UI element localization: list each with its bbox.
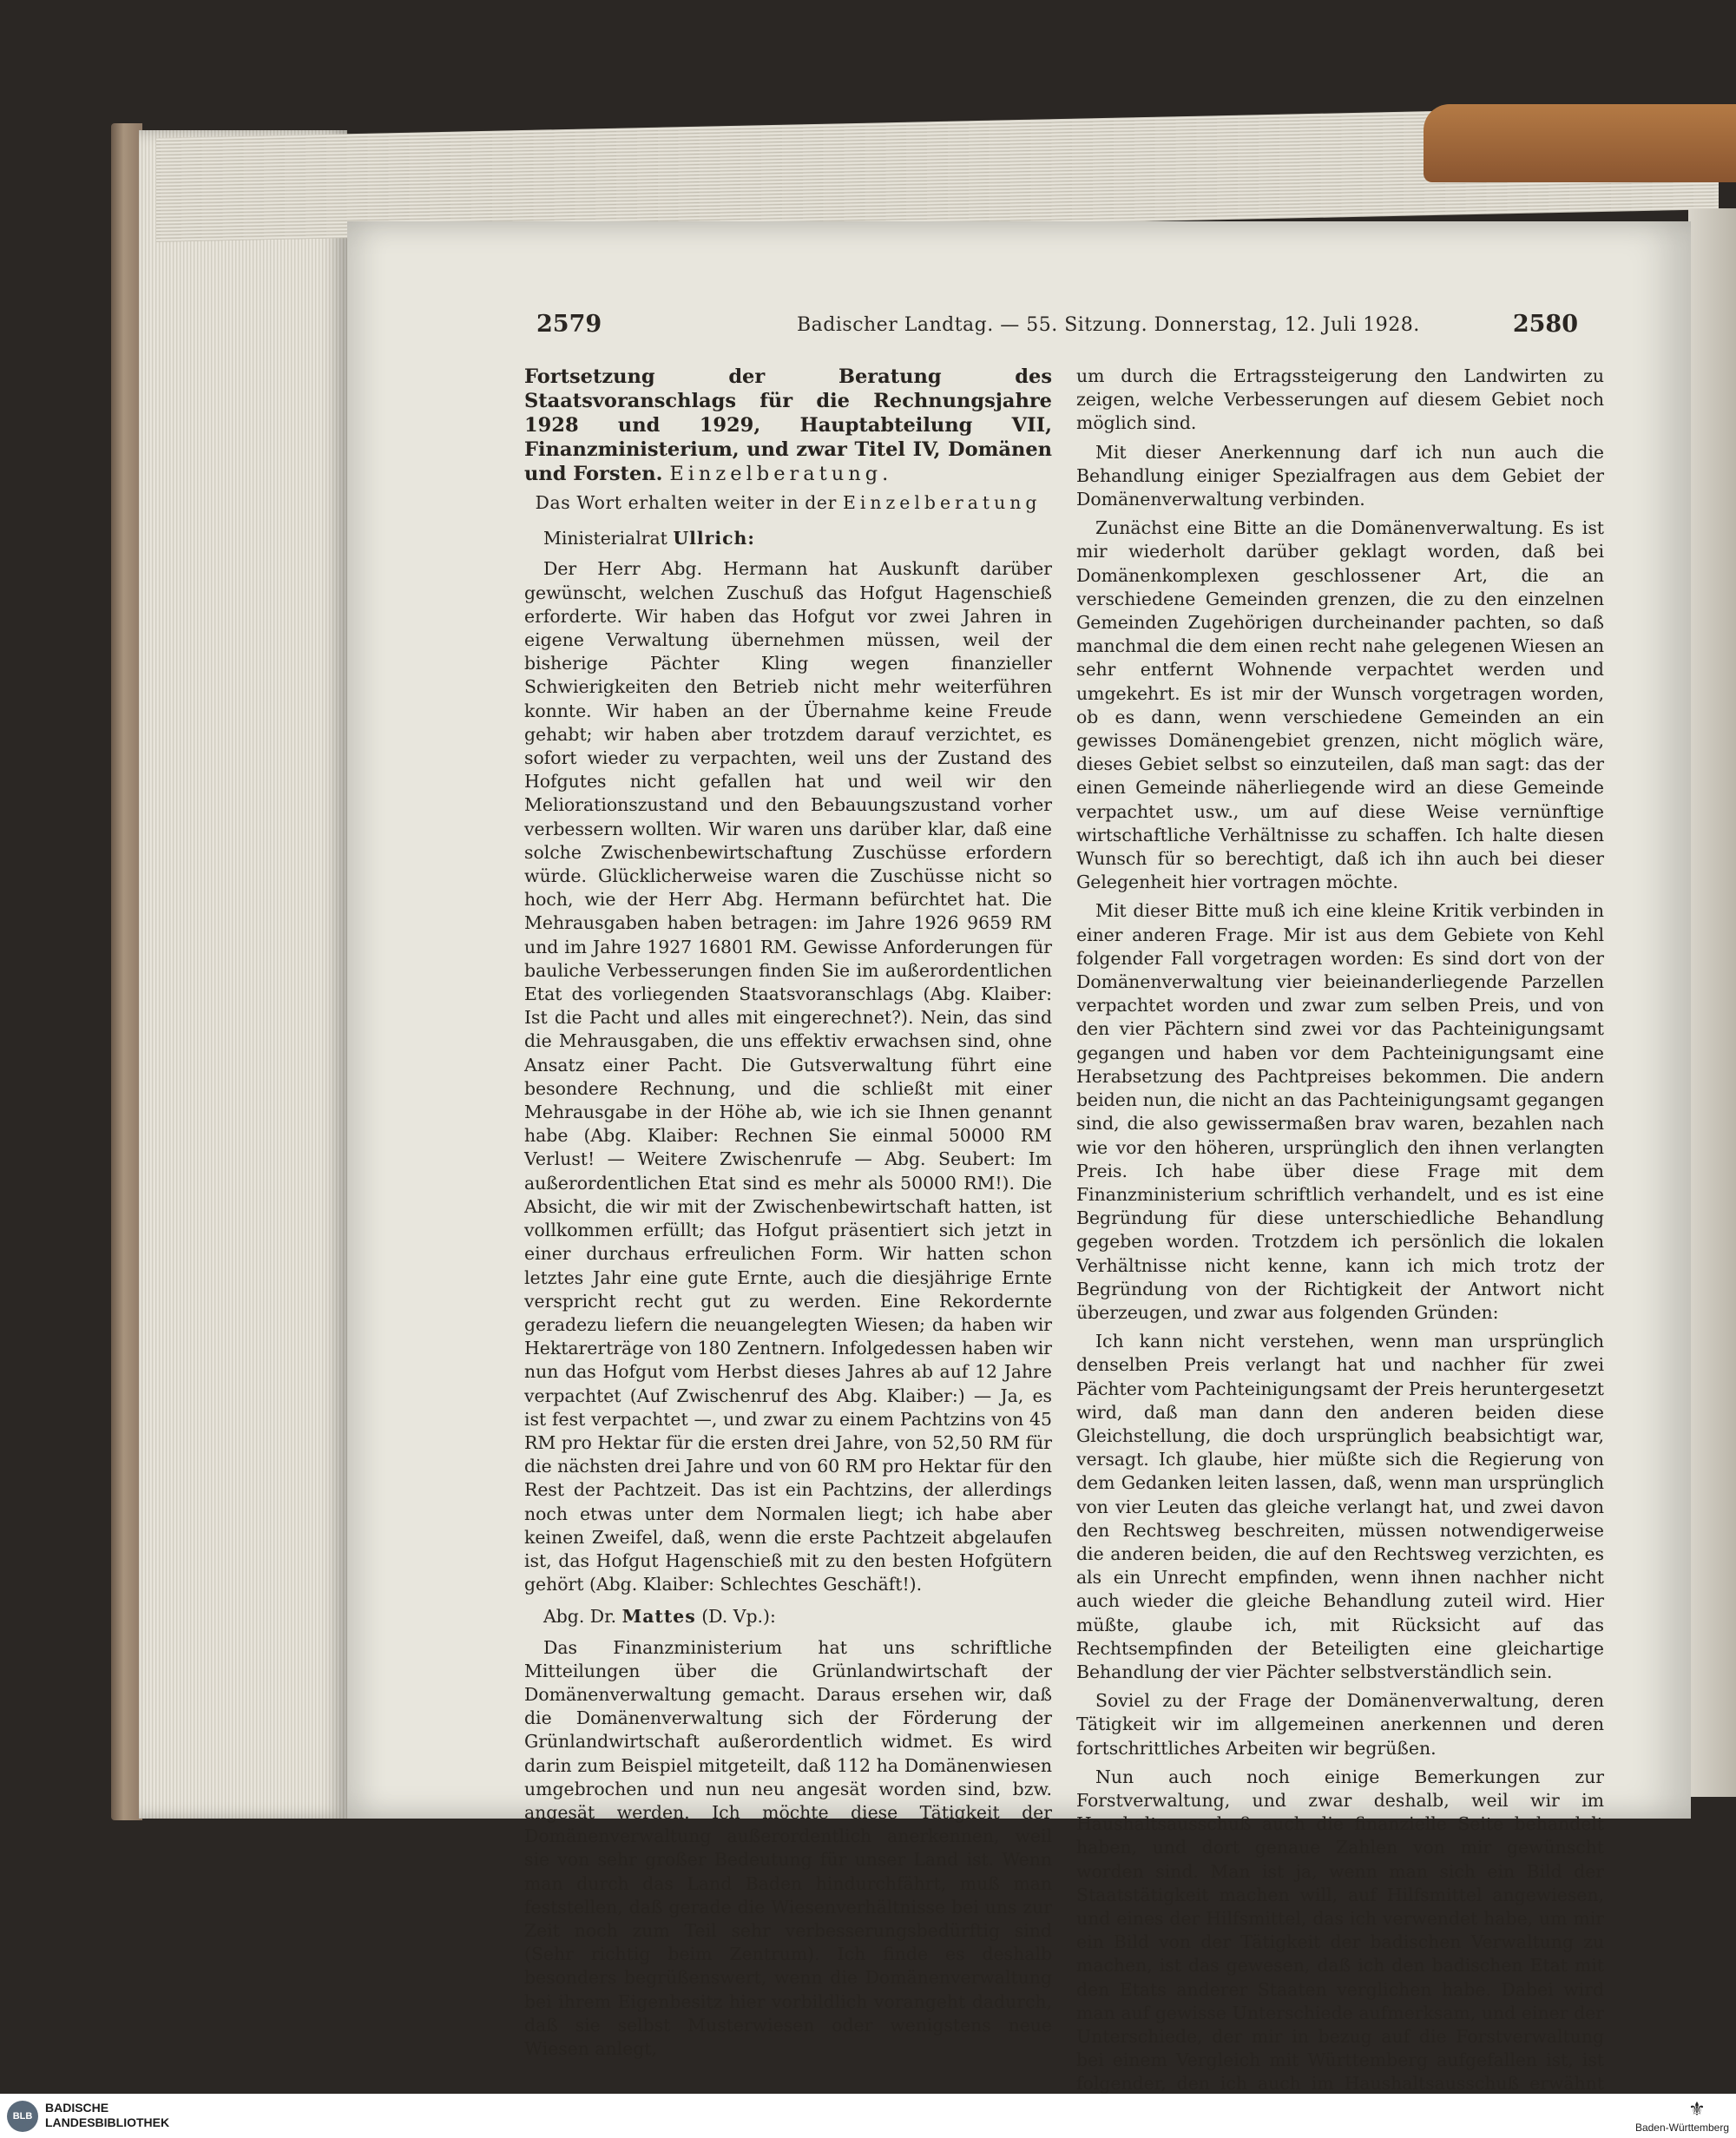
state-name: Baden-Württemberg (1634, 2122, 1729, 2134)
book-cover-left (111, 123, 142, 1820)
page-edges-left (139, 130, 347, 1819)
section-heading (524, 365, 1052, 486)
section-heading-bold: Fortsetzung der Beratung des Staatsvoranschlags für die Rechnungsjahre 1928 und 1929, Hauptabteilung VII, Finanzministerium, und zwar Titel IV, Domänen und Forsten. (524, 365, 1052, 485)
speaker-name: Ullrich: (673, 528, 755, 549)
speaker-ullrich (524, 527, 1052, 550)
ribbon-bookmark (1424, 104, 1736, 182)
speaker-role: Ministerialrat (543, 528, 667, 549)
speaker-role: Abg. Dr. (543, 1606, 617, 1628)
running-head-title: Badischer Landtag. — 55. Sitzung. Donnerstag, 12. Juli 1928. (797, 314, 1420, 336)
paragraph: Mit dieser Anerkennung darf ich nun auch die Behandlung einiger Spezialfragen aus dem Gebiet der Domänenverwaltung verbinden. (1076, 441, 1604, 510)
speaker-name: Mattes (621, 1606, 696, 1628)
library-name-line2: LANDESBIBLIOTHEK (45, 2115, 170, 2129)
page-number-right: 2580 (1512, 311, 1578, 338)
paragraph: Mit dieser Bitte muß ich eine kleine Kritik verbinden in einer anderen Frage. Mir ist aus dem Gebiete von Kehl folgender Fall vorgetragen worden: Es sind dort von der Domänenverwaltung vier beieinanderliegende Parzellen verpachtet worden und zwar zum selben Preis, und von den vier Pächtern sind zwei vor das Pachteinigungsamt gegangen und haben vor dem Pachteinigungsamt eine Herabsetzung des Pachtpreises bekommen. Die andern beiden nun, die nicht an das Pachteinigungsamt gegangen sind, die also gewissermaßen brav waren, bezahlen nach wie vor den höheren, ursprünglich den ihnen verlangten Preis. Ich habe über diese Frage mit dem Finanzministerium schriftlich verhandelt, und es ist eine Begründung für diese unterschiedliche Behandlung gegeben worden. Trotzdem ich persönlich die lokalen Verhältnisse nicht kenne, kann ich mich trotz der Begründung von der Richtigkeit der Antwort nicht überzeugen, und zwar aus folgenden Gründen: (1076, 900, 1604, 1323)
section-heading-spaced: Einzelberatung. (669, 463, 893, 485)
paragraph: Ich kann nicht verstehen, wenn man ursprünglich denselben Preis verlangt hat und nachher für zwei Pächter vom Pachteinigungsamt der Preis heruntergesetzt wird, daß man dann den anderen beiden diese Gleichstellung, die doch ursprünglich beabsichtigt war, versagt. Ich glaube, hier müßte sich die Regierung von dem Gedanken leiten lassen, daß, wenn man ursprünglich von vier Leuten das gleiche verlangt hat, und zwei davon den Rechtsweg beschreiten, müssen notwendigerweise die anderen beiden, die auf den Rechtsweg verzichten, es als ein Unrecht empfinden, wenn ihnen nachher nicht auch wieder die gleiche Behandlung zuteil wird. Hier müßte, glaube ich, mit Rücksicht auf das Rechtsempfinden der Beteiligten eine gleichartige Behandlung der vier Pächter selbstverständlich sein. (1076, 1331, 1604, 1682)
intro-prefix: Das Wort erhalten weiter in der (535, 492, 837, 513)
right-column (1076, 365, 1604, 2125)
paragraph: Zunächst eine Bitte an die Domänenverwaltung. Es ist mir wiederholt darüber geklagt worden, daß bei Domänenkomplexen geschlossener Art, die an verschiedene Gemeinden grenzen, die zu den einzelnen Gemeinden Zugehörigen durcheinander pachten, so daß manchmal die dem einen recht nahe gelegenen Wiesen an sehr entfernt Wohnende verpachtet werden und umgekehrt. Es ist mir der Wunsch vorgetragen worden, ob es dann, wenn verschiedene Gemeinden an ein gewisses Domänengebiet grenzen, nicht möglich wäre, dieses Gebiet selbst so einzuteilen, daß man sagt: das der einen Gemeinde näherliegende wird an diese Gemeinde verpachtet usw., um auf diese Weise vernünftige wirtschaftliche Verhältnisse zu schaffen. Ich halte diesen Wunsch für so berechtigt, daß ich ihn auch bei dieser Gelegenheit hier vortragen möchte. (1076, 517, 1604, 893)
blb-logo-icon: BLB (7, 2101, 38, 2132)
paragraph: Das Finanzministerium hat uns schriftliche Mitteilungen über die Grünlandwirtschaft der Domänenverwaltung gemacht. Daraus ersehen wir, daß die Domänenverwaltung sich der Förderung der Grünlandwirtschaft außerordentlich widmet. Es wird darin zum Beispiel mitgeteilt, daß 112 ha Domänenwiesen umgebrochen und nun neu angesät worden sind, bzw. angesät werden. Ich möchte diese Tätigkeit der Domänenverwaltung außerordentlich anerkennen, weil sie von sehr großer Bedeutung für unser Land ist. Wenn man durch das Land Baden hindurchfährt, muß man feststellen, daß gerade die Wiesenverhältnisse bei uns zur Zeit noch zum Teil sehr verbesserungsbedürftig sind (Sehr richtig beim Zentrum). Ich finde es deshalb besonders begrüßenswert, wenn die Domänenverwaltung bei ihrem Eigenbesitz hier vorbildlich vorangeht dadurch, daß sie selbst Musterwiesen oder wenigstens neue Wiesen anlegt, (524, 1636, 1052, 2059)
footer-bar (0, 2094, 1736, 2138)
intro-line (524, 491, 1052, 515)
coat-of-arms-icon: ⚜ (1688, 2098, 1706, 2120)
paragraph: Der Herr Abg. Hermann hat Auskunft darüber gewünscht, welchen Zuschuß das Hofgut Hagenschieß erforderte. Wir haben das Hofgut vor zwei Jahren in eigene Verwaltung übernehmen müssen, weil der bisherige Pächter Kling wegen finanzieller Schwierigkeiten den Betrieb nicht mehr weiterführen konnte. Wir haben an der Übernahme keine Freude gehabt; wir haben aber trotzdem darauf verzichtet, es sofort wieder zu verpachten, weil uns der Zustand des Hofgutes nicht gefallen hat und weil wir den Meliorationszustand und den Bebauungszustand vorher verbessern wollten. Wir waren uns darüber klar, daß eine solche Zwischenbewirtschaftung Zuschüsse erfordern würde. Glücklicherweise waren die Zuschüsse nicht so hoch, wie der Herr Abg. Hermann befürchtet hat. Die Mehrausgaben haben betragen: im Jahre 1926 9659 RM und im Jahre 1927 16801 RM. Gewisse Anforderungen für bauliche Verbesserungen finden Sie im außerordentlichen Etat des vorliegenden Staatsvoranschlags (Abg. Klaiber: Ist die Pacht und alles mit eingerechnet?). Nein, das sind die Mehrausgaben, die uns effektiv erwachsen sind, ohne Ansatz einer Pacht. Die Gutsverwaltung führt eine besondere Rechnung, und die schließt mit einer Mehrausgabe in der Höhe ab, wie ich sie Ihnen genannt habe (Abg. Klaiber: Rechnen Sie einmal 50000 RM Verlust! — Weitere Zwischenrufe — Abg. Seubert: Im außerordentlichen Etat sind es mehr als 50000 RM!). Die Absicht, die wir mit der Zwischenbewirtschaft hatten, ist vollkommen erfüllt; das Hofgut präsentiert sich jetzt in einer durchaus erfreulichen Form. Wir hatten schon letztes Jahr eine gute Ernte, auch die diesjährige Ernte verspricht recht gut zu werden. Eine Rekordernte geradezu liefern die neuangelegten Wiesen; da haben wir Hektarerträge von 180 Zentnern. Infolgedessen haben wir nun das Hofgut vom Herbst dieses Jahres ab auf 12 Jahre verpachtet (Auf Zwischenruf des Abg. Klaiber:) — Ja, es ist fest verpachtet —, und zwar zu einem Pachtzins von 45 RM pro Hektar für die ersten drei Jahre, von 52,50 RM für die nächsten drei Jahre und von 60 RM pro Hektar für den Rest der Pachtzeit. Das ist ein Pachtzins, der allerdings noch etwas unter dem Normalen liegt; ich habe aber keinen Zweifel, daß, wenn die erste Pachtzeit abgelaufen ist, das Hofgut Hagenschieß mit zu den besten Hofgütern gehört (Abg. Klaiber: Schlechtes Geschäft!). (524, 558, 1052, 1595)
left-column (524, 365, 1052, 2066)
speaker-party: (D. Vp.): (701, 1606, 776, 1628)
paragraph: Nun auch noch einige Bemerkungen zur Forstverwaltung, und zwar deshalb, weil wir im Haushaltsausschuß auch die finanzielle Seite behandelt haben, und dort genaue Zahlen von mir gewünscht worden sind. Man ist ja, wenn man sich ein Bild der Staatstätigkeit machen will, auf Hilfsmittel angewiesen, und eines der Hilfsmittel, das ich verwendet habe, um mir ein Bild von der Tätigkeit der badischen Verwaltung zu machen, ist das gewesen, daß ich den badischen Etat mit den Etats anderer Staaten verglichen habe. Dabei wird man auf gewisse Unterschiede aufmerksam, und einer der Unterschiede, der mir in bezug auf die Forstverwaltung bei einem Vergleich mit Württemberg aufgefallen ist, ist folgender, den ich auch im Haushaltsausschuß erwähnt (1076, 1766, 1604, 2095)
library-name (45, 2101, 169, 2130)
paragraph: um durch die Ertragssteigerung den Landwirten zu zeigen, welche Verbesserungen auf diesem Gebiet noch möglich sind. (1076, 365, 1604, 434)
spine-right (1688, 208, 1736, 1797)
running-head (536, 311, 1578, 345)
speaker-mattes (524, 1605, 1052, 1628)
paragraph: Soviel zu der Frage der Domänenverwaltung, deren Tätigkeit wir im allgemeinen anerkennen und deren fortschrittliches Arbeiten wir begrüßen. (1076, 1690, 1604, 1759)
library-name-line1: BADISCHE (45, 2101, 109, 2115)
page-number-left: 2579 (536, 311, 602, 338)
intro-spaced: Einzelberatung (843, 492, 1042, 513)
